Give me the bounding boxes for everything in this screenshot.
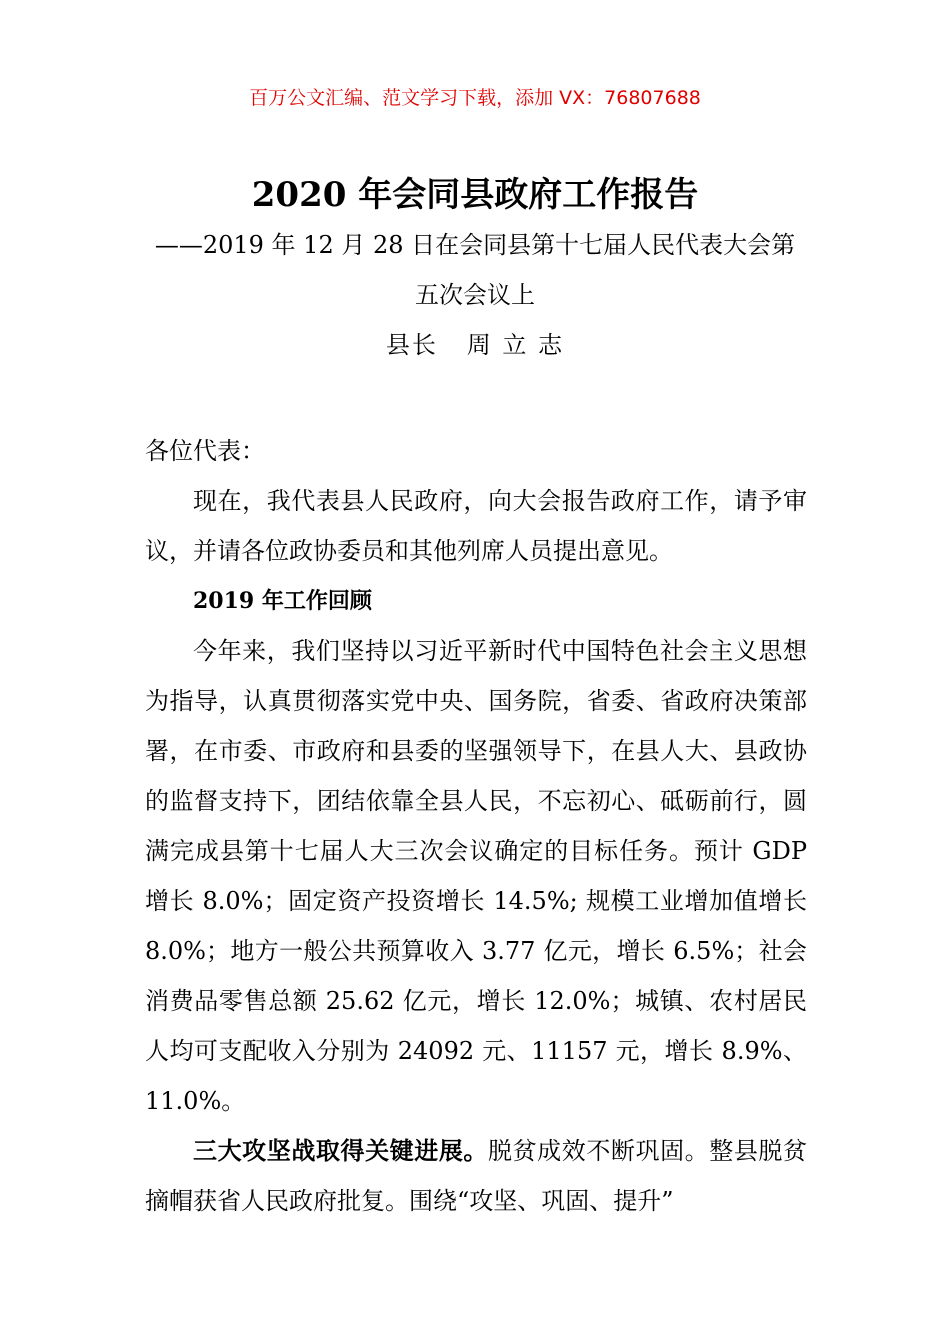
review-paragraph: 今年来，我们坚持以习近平新时代中国特色社会主义思想为指导，认真贯彻落实党中央、国务院，省委、省政府决策部署，在市委、市政府和县委的坚强领导下，在县人大、县政协的监督支持下，团结依靠全县人民，不忘初心、砥砺前行，圆满完成县第十七届人大三次会议确定的目标任务。预计 GDP 增长 8.0%；固定资产投资增长 14.5%; 规模工业增加值增长 8.0%；地方一般公共预算收入 3.77 亿元，增长 6.5%；社会消费品零售总额 25.62 亿元，增长 12.0%；城镇、农村居民人均可支配收入分别为 24092 元、11157 元，增长 8.9%、11.0%。 [145, 637, 807, 1115]
intro-paragraph: 现在，我代表县人民政府，向大会报告政府工作，请予审议，并请各位政协委员和其他列席人员提出意见。 [145, 487, 807, 565]
subtitle-line-1: ——2019 年 12 月 28 日在会同县第十七届人民代表大会第 [154, 231, 796, 259]
salutation: 各位代表： [145, 437, 265, 465]
poverty-paragraph [145, 1126, 807, 1226]
document-body [145, 426, 807, 1226]
section-heading: 2019 年工作回顾 [193, 588, 372, 614]
poverty-lead: 三大攻坚战取得关键进展。 [193, 1136, 488, 1165]
subtitle-line-2: 五次会议上 [415, 281, 535, 309]
poverty-text: 脱贫成效不断巩固。整县脱贫摘帽获省人民政府批复。围绕“攻坚、巩固、提升” [145, 1137, 807, 1215]
watermark-banner: 百万公文汇编、范文学习下载，添加 VX：76807688 [249, 87, 701, 109]
author-line: 县长 周 立 志 [385, 331, 565, 359]
document-title: 2020 年会同县政府工作报告 [251, 175, 699, 215]
